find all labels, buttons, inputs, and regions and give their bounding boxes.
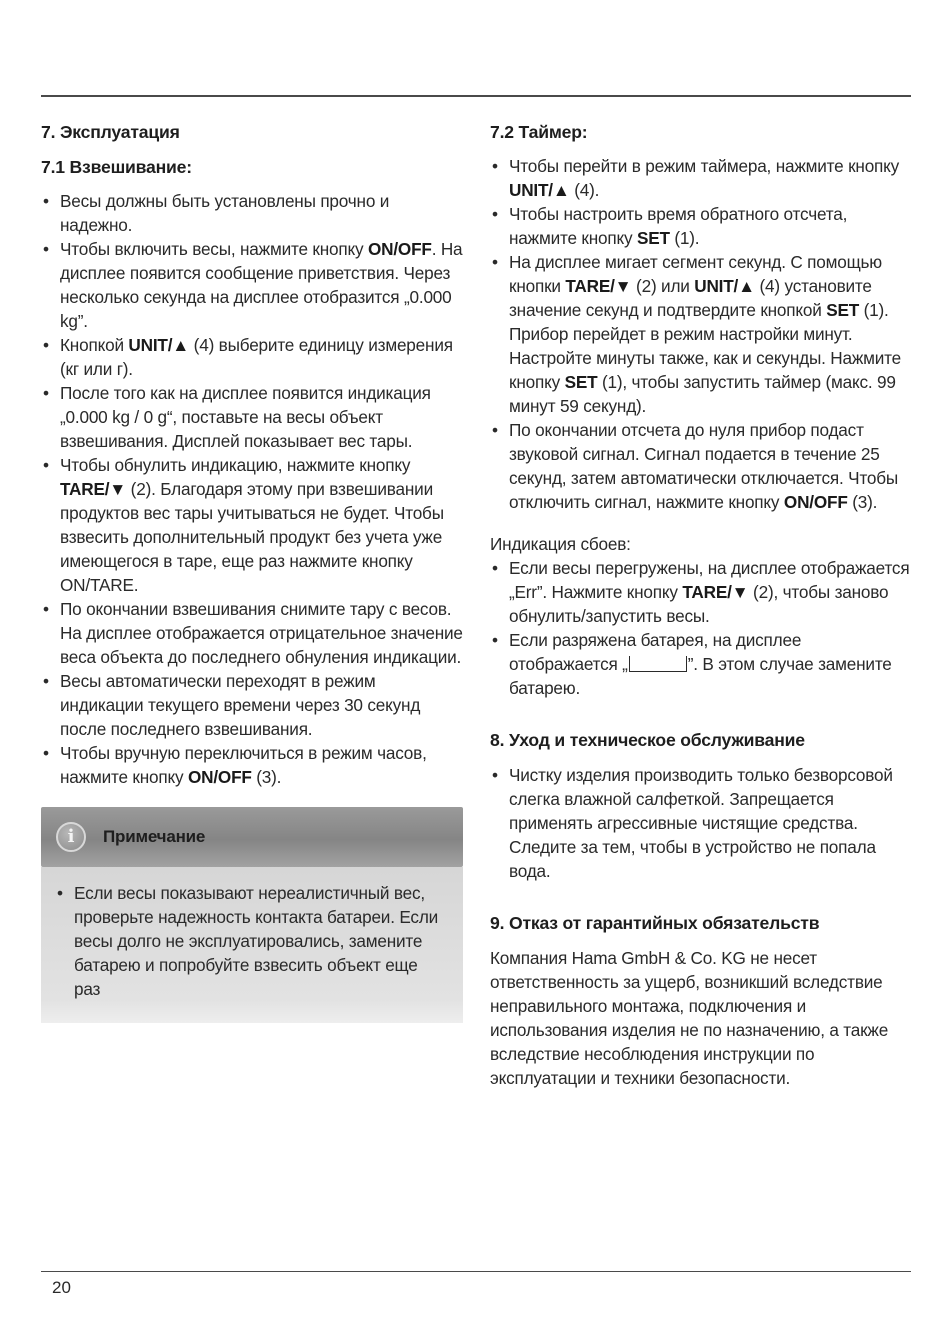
button-name: ON/OFF — [367, 239, 432, 259]
text-run: (1). — [669, 228, 700, 248]
text-run: Чтобы обнулить индикацию, нажмите кнопку — [60, 455, 411, 475]
text-run: После того как на дисплее появится индикация „0.000 kg / 0 g“, поставьте на весы объект взвешивания. Дисплей показывает вес тары. — [60, 383, 431, 451]
care-list — [490, 763, 912, 883]
text-run: По окончании взвешивания снимите тару с весов. На дисплее отображается отрицательное значение веса объекта до последнего обнуления индикации. — [60, 599, 463, 667]
button-name: TARE/▼ — [565, 276, 632, 296]
text-run: Кнопкой — [60, 335, 129, 355]
text-run: (4) установите значение секунд и подтвердите кнопкой — [509, 276, 872, 320]
list-item — [41, 741, 463, 789]
note-title: Примечание — [103, 827, 206, 846]
button-name: SET — [564, 372, 598, 392]
list-item — [490, 628, 912, 700]
info-icon: i — [56, 822, 86, 852]
button-name: UNIT/▲ — [128, 335, 190, 355]
section-7-1-title: 7.1 Взвешивание: — [41, 157, 192, 177]
text-run: . На дисплее появится сообщение приветствия. Через несколько секунда на дисплее отобразится „0.000 kg”. — [60, 239, 463, 331]
button-name: SET — [826, 300, 860, 320]
text-run: Чистку изделия производить только безворсовой слегка влажной салфеткой. Запрещается применять агрессивные чистящие средства. Следите за тем, чтобы в устройство не попала вода. — [509, 765, 893, 881]
text-run: (1). Прибор перейдет в режим настройки минут. Настройте минуты также, как и секунды. Нажмите кнопку — [509, 300, 901, 392]
errors-label: Индикация сбоев: — [490, 534, 631, 554]
text-run: По окончании отсчета до нуля прибор подаст звуковой сигнал. Сигнал подается в течение 25 секунд, затем автоматически отключается. Чтобы отключить сигнал, нажмите кнопку — [509, 420, 899, 512]
text-run: (2), чтобы заново обнулить/запустить весы. — [509, 582, 889, 626]
text-run: Чтобы включить весы, нажмите кнопку — [60, 239, 368, 259]
list-item — [55, 881, 439, 1001]
weighing-list — [41, 189, 463, 789]
list-item — [490, 763, 912, 883]
button-name: ON/OFF — [187, 767, 252, 787]
section-9-title: 9. Отказ от гарантийных обязательств — [490, 913, 820, 933]
text-run: Чтобы перейти в режим таймера, нажмите кнопку — [509, 156, 900, 176]
text-run: (4). — [569, 180, 600, 200]
list-item — [490, 154, 912, 202]
text-run: На дисплее мигает сегмент секунд. С помощью кнопки — [509, 252, 882, 296]
list-item — [41, 453, 463, 597]
text-run: ”. В этом случае замените батарею. — [509, 654, 892, 698]
right-column — [490, 120, 912, 1090]
text-run: (2). Благодаря этому при взвешивании продуктов вес тары учитываться не будет. Чтобы взвесить дополнительный продукт без учета уже имеющегося в таре, еще раз нажмите кнопку ON/TARE. — [60, 479, 444, 595]
note-box — [41, 807, 463, 1023]
text-run: Чтобы вручную переключиться в режим часов, нажмите кнопку — [60, 743, 427, 787]
list-item — [41, 333, 463, 381]
left-column — [41, 120, 463, 1023]
text-run: Если весы перегружены, на дисплее отображается „Err”. Нажмите кнопку — [509, 558, 910, 602]
list-item — [490, 250, 912, 418]
text-run: (3). — [847, 492, 878, 512]
list-item — [490, 556, 912, 628]
top-rule — [41, 95, 911, 97]
list-item — [490, 418, 912, 514]
text-run: Если весы показывают нереалистичный вес, проверьте надежность контакта батареи. Если весы долго не эксплуатировались, замените батарею и попробуйте взвесить объект еще раз — [74, 883, 439, 999]
warranty-text: Компания Hama GmbH & Co. KG не несет ответственность за ущерб, возникший вследствие неправильного монтажа, подключения и использования изделия не по назначению, а также вследствие несоблюдения инструкции по эксплуатации и техники безопасности. — [490, 948, 889, 1088]
text-run: (2) или — [631, 276, 695, 296]
button-name: SET — [636, 228, 670, 248]
button-name: ON/OFF — [783, 492, 848, 512]
low-battery-symbol — [629, 656, 687, 672]
note-list — [55, 881, 439, 1001]
section-7-2-title: 7.2 Таймер: — [490, 122, 588, 142]
list-item — [41, 237, 463, 333]
list-item — [41, 597, 463, 669]
bottom-rule — [41, 1271, 911, 1272]
list-item — [490, 202, 912, 250]
errors-list — [490, 556, 912, 700]
section-7-title: 7. Эксплуатация — [41, 122, 180, 142]
text-run: Весы автоматически переходят в режим индикации текущего времени через 30 секунд после последнего взвешивания. — [60, 671, 421, 739]
note-header — [41, 807, 463, 867]
text-run: (4) выберите единицу измерения (кг или г). — [60, 335, 453, 379]
note-body — [41, 867, 463, 1023]
button-name: TARE/▼ — [60, 479, 127, 499]
timer-list — [490, 154, 912, 514]
text-run: (1), чтобы запустить таймер (макс. 99 минут 59 секунд). — [509, 372, 896, 416]
list-item — [41, 189, 463, 237]
list-item — [41, 669, 463, 741]
text-run: Если разряжена батарея, на дисплее отображается „ — [509, 630, 802, 674]
button-name: UNIT/▲ — [509, 180, 570, 200]
text-run: Весы должны быть установлены прочно и надежно. — [60, 191, 390, 235]
list-item — [41, 381, 463, 453]
button-name: UNIT/▲ — [694, 276, 755, 296]
button-name: TARE/▼ — [682, 582, 749, 602]
section-8-title: 8. Уход и техническое обслуживание — [490, 730, 805, 750]
page-number: 20 — [52, 1278, 71, 1297]
text-run: (3). — [251, 767, 282, 787]
text-run: Чтобы настроить время обратного отсчета, нажмите кнопку — [509, 204, 848, 248]
